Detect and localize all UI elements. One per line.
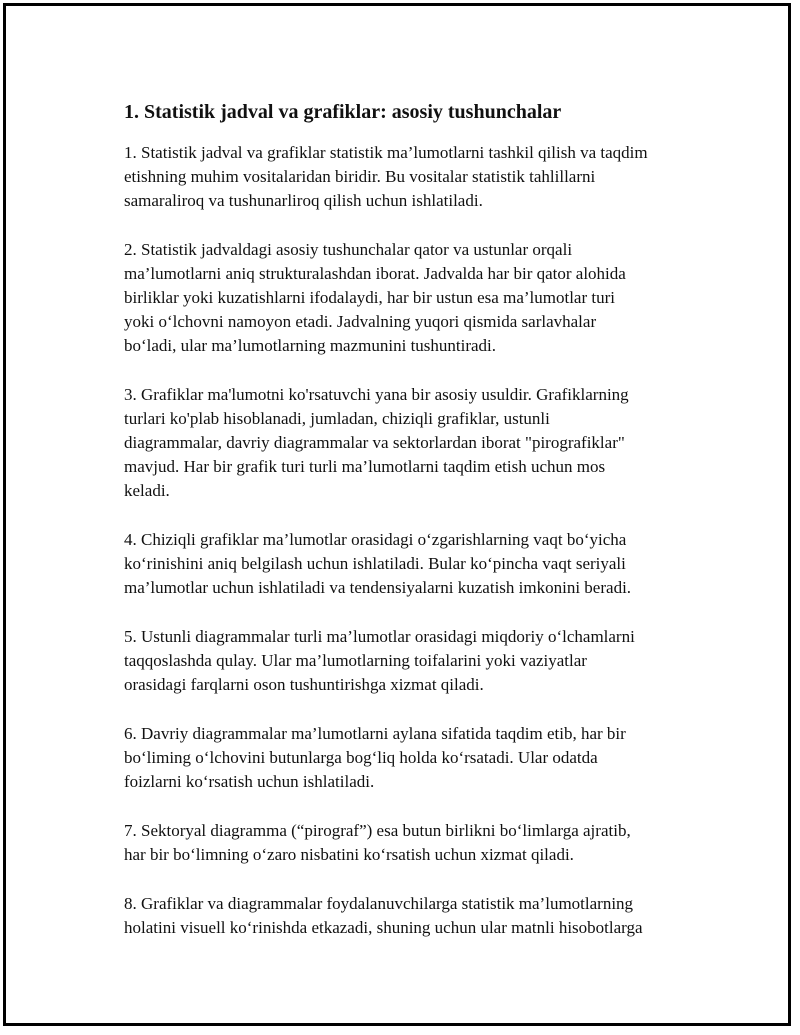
- paragraph-line: bo‘ladi, ular ma’lumotlarning mazmunini tushuntiradi.: [124, 336, 497, 355]
- paragraph-4: [124, 528, 724, 600]
- paragraph-line: 7. Sektoryal diagramma (“pirograf”) esa butun birlikni bo‘limlarga ajratib,: [124, 821, 631, 840]
- paragraph-line: 5. Ustunli diagrammalar turli ma’lumotlar orasidagi miqdoriy o‘lchamlarni: [124, 627, 635, 646]
- paragraph-line: har bir bo‘limning o‘zaro nisbatini ko‘rsatish uchun xizmat qiladi.: [124, 845, 574, 864]
- paragraph-5: [124, 625, 724, 697]
- paragraph-7: [124, 819, 724, 867]
- paragraph-line: foizlarni ko‘rsatish uchun ishlatiladi.: [124, 772, 375, 791]
- paragraph-6: [124, 722, 724, 794]
- paragraph-line: bo‘liming o‘lchovini butunlarga bog‘liq holda ko‘rsatadi. Ular odatda: [124, 748, 598, 767]
- paragraph-line: yoki o‘lchovni namoyon etadi. Jadvalning yuqori qismida sarlavhalar: [124, 312, 597, 331]
- document-body: [124, 99, 724, 965]
- paragraph-1: [124, 141, 724, 213]
- document-heading: 1. Statistik jadval va grafiklar: asosiy tushunchalar: [124, 101, 562, 123]
- paragraph-line: diagrammalar, davriy diagrammalar va sektorlardan iborat "pirografiklar": [124, 433, 625, 452]
- paragraph-line: taqqoslashda qulay. Ular ma’lumotlarning toifalarini yoki vaziyatlar: [124, 651, 587, 670]
- paragraph-line: ma’lumotlar uchun ishlatiladi va tendensiyalarni kuzatish imkonini beradi.: [124, 578, 632, 597]
- paragraph-line: 2. Statistik jadvaldagi asosiy tushunchalar qator va ustunlar orqali: [124, 240, 573, 259]
- paragraph-line: etishning muhim vositalaridan biridir. Bu vositalar statistik tahlillarni: [124, 167, 596, 186]
- paragraph-line: samaraliroq va tushunarliroq qilish uchun ishlatiladi.: [124, 191, 483, 210]
- paragraph-line: mavjud. Har bir grafik turi turli ma’lumotlarni taqdim etish uchun mos: [124, 457, 606, 476]
- paragraph-line: 3. Grafiklar ma'lumotni ko'rsatuvchi yana bir asosiy usuldir. Grafiklarning: [124, 385, 629, 404]
- paragraph-line: 1. Statistik jadval va grafiklar statistik ma’lumotlarni tashkil qilish va taqdim: [124, 143, 648, 162]
- paragraph-line: keladi.: [124, 481, 170, 500]
- paragraph-8: [124, 892, 724, 940]
- paragraph-2: [124, 238, 724, 358]
- paragraph-3: [124, 383, 724, 503]
- paragraph-list: [124, 141, 724, 940]
- paragraph-line: 4. Chiziqli grafiklar ma’lumotlar orasidagi o‘zgarishlarning vaqt bo‘yicha: [124, 530, 627, 549]
- paragraph-line: ko‘rinishini aniq belgilash uchun ishlatiladi. Bular ko‘pincha vaqt seriyali: [124, 554, 626, 573]
- paragraph-line: birliklar yoki kuzatishlarni ifodalaydi, har bir ustun esa ma’lumotlar turi: [124, 288, 615, 307]
- paragraph-line: ma’lumotlarni aniq strukturalashdan iborat. Jadvalda har bir qator alohida: [124, 264, 626, 283]
- paragraph-line: 6. Davriy diagrammalar ma’lumotlarni aylana sifatida taqdim etib, har bir: [124, 724, 626, 743]
- page-frame: [3, 3, 791, 1026]
- paragraph-line: holatini visuell ko‘rinishda etkazadi, shuning uchun ular matnli hisobotlarga: [124, 918, 643, 937]
- paragraph-line: turlari ko'plab hisoblanadi, jumladan, chiziqli grafiklar, ustunli: [124, 409, 550, 428]
- paragraph-line: 8. Grafiklar va diagrammalar foydalanuvchilarga statistik ma’lumotlarning: [124, 894, 634, 913]
- paragraph-line: orasidagi farqlarni oson tushuntirishga xizmat qiladi.: [124, 675, 484, 694]
